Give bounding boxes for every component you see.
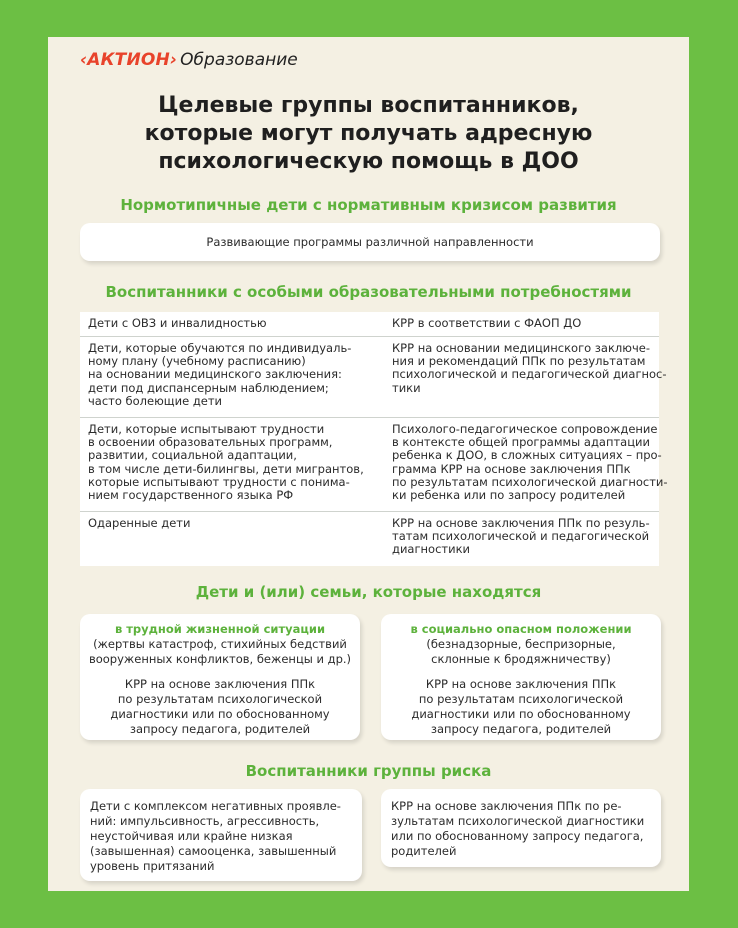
box-line: (безнадзорные, беспризорные, (426, 637, 616, 651)
table-cell-support (384, 312, 659, 336)
risk-children-box (80, 789, 362, 881)
brand-suffix: Образование (180, 50, 298, 70)
box-line: склонные к бродяжничеству) (431, 652, 611, 666)
section-heading-normotypical: Нормотипичные дети с нормативным кризисом развития (120, 196, 617, 214)
table-cell-group (80, 337, 384, 417)
cell-line: Дети с ОВЗ и инвалидностью (88, 316, 267, 330)
cell-line: которые испытывают трудности с понима- (88, 474, 350, 489)
dangerous-situation-subtitle: в социально опасном положении (410, 622, 632, 636)
box-line: КРР на основе заключения ППк (425, 677, 617, 691)
title-line: которые могут получать адресную (144, 121, 593, 146)
table-row (80, 312, 659, 337)
cell-line: Одаренные дети (88, 516, 191, 530)
cell-line: в контексте общей программы адаптации (392, 435, 650, 450)
table-row (80, 512, 659, 566)
cell-line: Психолого-педагогическое сопровождение (392, 422, 658, 436)
box-line: запросу педагога, родителей (129, 722, 311, 736)
box-line: родителей (391, 844, 457, 858)
cell-line: дети под диспансерным наблюдением; (88, 380, 329, 395)
cell-line: часто болеющие дети (88, 393, 223, 408)
box-line: КРР на основе заключения ППк (124, 677, 316, 691)
cell-line: развитии, социальной адаптации, (88, 448, 297, 463)
cell-line: ному плану (учебному расписанию) (88, 354, 306, 369)
brand-logo[interactable] (80, 49, 298, 71)
table-cell-group (80, 418, 384, 511)
table-cell-group (80, 312, 384, 336)
page-title (48, 92, 689, 176)
hard-situation-box (80, 614, 360, 740)
section-heading-special-needs: Воспитанники с особыми образовательными потребностями (105, 283, 632, 301)
cell-line: грамма КРР на основе заключения ППк (392, 461, 631, 476)
cell-line: по результатам психологической диагности- (392, 474, 668, 489)
section-heading-risk-group: Воспитанники группы риска (245, 762, 492, 780)
table-row (80, 418, 668, 512)
table-cell-group (80, 512, 384, 566)
box-line: по результатам психологической (117, 692, 323, 706)
cell-line: ребенка к ДОО, в сложных ситуациях – про- (392, 448, 662, 463)
box-line: уровень притязаний (90, 859, 215, 873)
cell-line: на основании медицинского заключения: (88, 367, 342, 382)
cell-line: ки ребенка или по запросу родителей (392, 488, 626, 503)
box-line: или по обоснованному запросу педагога, (391, 829, 644, 843)
infographic-card (48, 37, 689, 891)
cell-line: КРР в соответствии с ФАОП ДО (392, 316, 582, 330)
dangerous-situation-box (381, 614, 661, 740)
box-line: (завышенная) самооценка, завышенный (90, 844, 337, 858)
cell-line: нием государственного языка РФ (88, 488, 294, 503)
cell-line: тики (392, 380, 421, 395)
box-line: запросу педагога, родителей (430, 722, 612, 736)
developmental-programs-text: Развивающие программы различной направленности (206, 234, 534, 249)
cell-line: Дети, которые обучаются по индивидуаль- (88, 341, 352, 355)
cell-line: Дети, которые испытывают трудности (88, 422, 325, 436)
table-cell-support (384, 512, 659, 566)
brand-name: ‹АКТИОН› (80, 50, 178, 70)
box-line: неустойчивая или крайне низкая (90, 829, 293, 843)
table-cell-support (384, 418, 668, 511)
box-line: Дети с комплексом негативных проявле- (90, 799, 341, 813)
cell-line: диагностики (392, 542, 470, 557)
table-row (80, 337, 667, 418)
section-heading-situations: Дети и (или) семьи, которые находятся (195, 583, 542, 601)
box-line: зультатам психологической диагностики (391, 814, 645, 828)
box-line: (жертвы катастроф, стихийных бедствий (93, 637, 347, 651)
cell-line: КРР на основе заключения ППк по резуль- (392, 516, 650, 530)
cell-line: КРР на основании медицинского заключе- (392, 341, 650, 355)
table-cell-support (384, 337, 667, 417)
cell-line: татам психологической и педагогической (392, 529, 650, 544)
cell-line: в освоении образовательных программ, (88, 435, 333, 450)
cell-line: психологической и педагогической диагнос- (392, 367, 667, 382)
box-line: ний: импульсивность, агрессивность, (90, 814, 320, 828)
box-line: вооруженных конфликтов, беженцы и др.) (88, 652, 352, 666)
developmental-programs-box (80, 223, 660, 261)
hard-situation-subtitle: в трудной жизненной ситуации (114, 622, 326, 636)
title-line: психологическую помощь в ДОО (158, 149, 579, 174)
box-line: диагностики или по обоснованному (110, 707, 330, 721)
risk-support-box (381, 789, 661, 867)
cell-line: в том числе дети-билингвы, дети мигрантов, (88, 461, 364, 476)
cell-line: ния и рекомендаций ППк по результатам (392, 354, 646, 369)
box-line: по результатам психологической (418, 692, 624, 706)
title-line: Целевые группы воспитанников, (158, 93, 579, 118)
box-line: КРР на основе заключения ППк по ре- (391, 799, 622, 813)
box-line: диагностики или по обоснованному (411, 707, 631, 721)
special-needs-table (80, 312, 668, 566)
